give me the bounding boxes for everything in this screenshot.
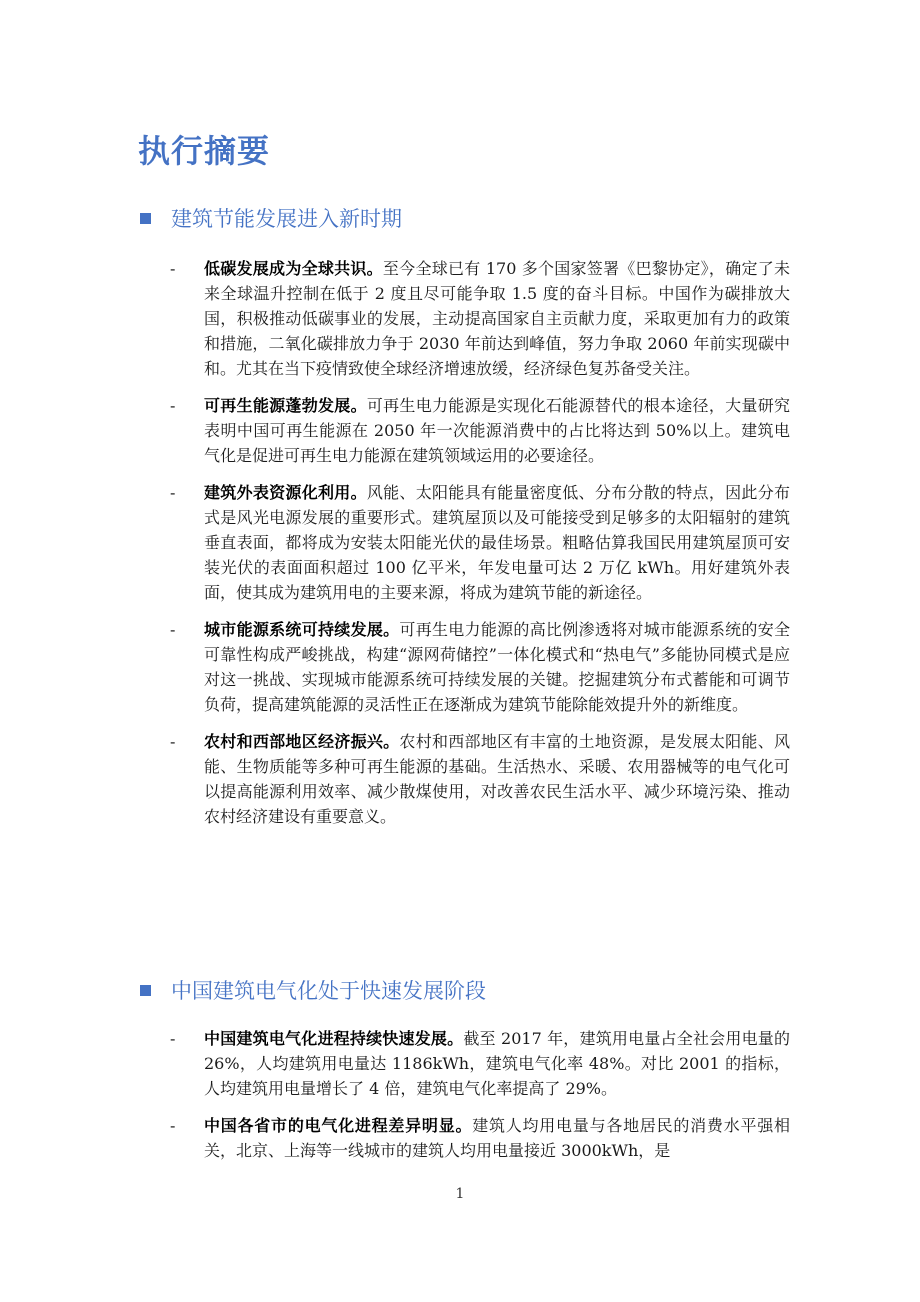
bullet-text: 风能、太阳能具有能量密度低、分布分散的特点，因此分布式是风光电源发展的重要形式。建筑屋顶以及可能接受到足够多的太阳辐射的建筑垂直表面，都将成为安装太阳能光伏的最佳场景。粗略估算我国民用建筑屋顶可安装光伏的表面面积超过 100 亿平米，年发电量可达 2 万亿 kWh。用好建筑外表面，使其成为建筑用电的主要来源，将成为建筑节能的新途径。: [204, 483, 790, 602]
dash-marker: -: [170, 1116, 176, 1135]
list-item: [170, 1113, 790, 1163]
list-item: [170, 256, 790, 381]
bullet-text: 至今全球已有 170 多个国家签署《巴黎协定》，确定了未来全球温升控制在低于 2 度且尽可能争取 1.5 度的奋斗目标。中国作为碳排放大国，积极推动低碳事业的发展，主动提高国家自主贡献力度，采取更加有力的政策和措施，二氧化碳排放力争于 2030 年前达到峰值，努力争取 2060 年前实现碳中和。尤其在当下疫情致使全球经济增速放缓，经济绿色复苏备受关注。: [204, 259, 790, 378]
bullet-lead: 农村和西部地区经济振兴。: [204, 732, 400, 751]
square-bullet-icon: [140, 985, 151, 996]
dash-marker: -: [170, 732, 176, 751]
dash-marker: -: [170, 620, 176, 639]
bullet-text: 可再生电力能源的高比例渗透将对城市能源系统的安全可靠性构成严峻挑战，构建“源网荷储控”一体化模式和“热电气”多能协同模式是应对这一挑战、实现城市能源系统可持续发展的关键。挖掘建筑分布式蓄能和可调节负荷，提高建筑能源的灵活性正在逐渐成为建筑节能除能效提升外的新维度。: [204, 620, 790, 714]
dash-marker: -: [170, 483, 176, 502]
bullet-lead: 城市能源系统可持续发展。: [204, 620, 400, 639]
bullet-lead: 中国建筑电气化进程持续快速发展。: [204, 1029, 464, 1048]
list-item: [170, 393, 790, 468]
dash-marker: -: [170, 396, 176, 415]
page-title: 执行摘要: [138, 132, 271, 170]
section-heading-2: [140, 975, 486, 1005]
list-item: [170, 729, 790, 829]
bullet-lead: 低碳发展成为全球共识。: [204, 259, 383, 278]
bullet-text: 截至 2017 年，建筑用电量占全社会用电量的 26%，人均建筑用电量达 1186kWh，建筑电气化率 48%。对比 2001 的指标，人均建筑用电量增长了 4 倍，建筑电气化率提高了 29%。: [204, 1029, 790, 1098]
section-heading-1: [140, 203, 402, 233]
list-item: [170, 617, 790, 717]
list-item: [170, 480, 790, 605]
square-bullet-icon: [140, 213, 151, 224]
list-item: [170, 1026, 790, 1101]
page-number: 1: [455, 1186, 465, 1202]
dash-marker: -: [170, 1029, 176, 1048]
dash-marker: -: [170, 259, 176, 278]
bullet-text: 可再生电力能源是实现化石能源替代的根本途径，大量研究表明中国可再生能源在 2050 年一次能源消费中的占比将达到 50%以上。建筑电气化是促进可再生电力能源在建筑领域运用的必要途径。: [204, 396, 790, 465]
bullet-text: 建筑人均用电量与各地居民的消费水平强相关，北京、上海等一线城市的建筑人均用电量接近 3000kWh，是: [204, 1116, 790, 1160]
section-2-bullet-list: [170, 1026, 790, 1175]
section-1-bullet-list: [170, 256, 790, 841]
bullet-lead: 可再生能源蓬勃发展。: [204, 396, 367, 415]
bullet-lead: 建筑外表资源化利用。: [204, 483, 367, 502]
bullet-lead: 中国各省市的电气化进程差异明显。: [204, 1116, 473, 1135]
section-heading-text: 中国建筑电气化处于快速发展阶段: [171, 979, 486, 1003]
bullet-text: 农村和西部地区有丰富的土地资源，是发展太阳能、风能、生物质能等多种可再生能源的基础。生活热水、采暖、农用器械等的电气化可以提高能源利用效率、减少散煤使用，对改善农民生活水平、减少环境污染、推动农村经济建设有重要意义。: [204, 732, 790, 826]
section-heading-text: 建筑节能发展进入新时期: [171, 207, 402, 231]
